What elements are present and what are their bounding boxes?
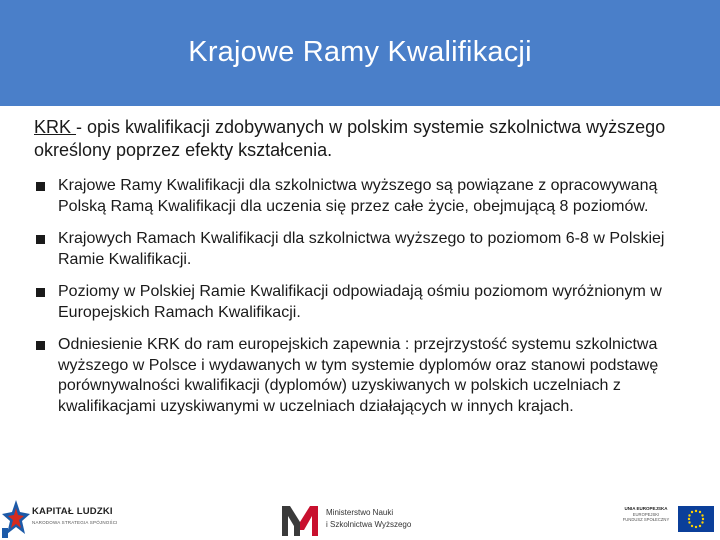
bullet-text: Odniesienie KRK do ram europejskich zapewnia : przejrzystość systemu szkolnictwa wyższego w Polsce i wydawanych w tym systemie dyplomów oraz stanowi podstawę porównywalności kwalifikacji (dyplomów) uzyskiwanych w polskich uczelniach z kwalifikacjami uzyskiwanymi w uczelniach działających w innych krajach. bbox=[58, 336, 659, 415]
intro-paragraph bbox=[34, 116, 694, 162]
intro-term: KRK bbox=[34, 117, 77, 137]
square-bullet-icon bbox=[36, 235, 45, 244]
bullet-text: Poziomy w Polskiej Ramie Kwalifikacji odpowiadają ośmiu poziomom wyróżnionym w Europejskich Ramach Kwalifikacji. bbox=[58, 283, 662, 321]
bullet-item bbox=[34, 282, 694, 323]
square-bullet-icon bbox=[36, 182, 45, 191]
ministry-name-line2: i Szkolnictwa Wyższego bbox=[326, 520, 412, 529]
square-bullet-icon bbox=[36, 288, 45, 297]
eu-flag-icon bbox=[678, 506, 714, 532]
eu-logo-text bbox=[616, 506, 676, 522]
ministry-logo bbox=[282, 500, 422, 540]
kapital-ludzki-star-icon bbox=[2, 498, 30, 538]
slide-header bbox=[0, 0, 720, 106]
eu-logo bbox=[616, 506, 716, 536]
bullet-item bbox=[34, 176, 694, 217]
bullet-text: Krajowe Ramy Kwalifikacji dla szkolnictwa wyższego są powiązane z opracowywaną Polską Ramą Kwalifikacji dla uczenia się przez całe życie, obejmującą 8 poziomów. bbox=[58, 177, 658, 215]
square-bullet-icon bbox=[36, 341, 45, 350]
bullet-item bbox=[34, 335, 694, 417]
ministry-mark-icon bbox=[282, 506, 318, 536]
slide-content bbox=[34, 116, 694, 429]
slide-title: Krajowe Ramy Kwalifikacji bbox=[188, 35, 532, 68]
bullet-list bbox=[34, 176, 694, 417]
kapital-ludzki-logo bbox=[0, 494, 130, 540]
kapital-ludzki-subtitle: NARODOWA STRATEGIA SPÓJNOŚCI bbox=[32, 520, 118, 525]
eu-line2: EUROPEJSKI bbox=[632, 512, 660, 517]
eu-line1: UNIA EUROPEJSKA bbox=[624, 506, 668, 511]
eu-line3: FUNDUSZ SPOŁECZNY bbox=[622, 517, 670, 522]
slide-footer bbox=[0, 494, 720, 540]
bullet-item bbox=[34, 229, 694, 270]
intro-text: - opis kwalifikacji zdobywanych w polskim systemie szkolnictwa wyższego określony poprzez efekty kształcenia. bbox=[34, 117, 666, 160]
ministry-name-line1: Ministerstwo Nauki bbox=[326, 508, 394, 517]
bullet-text: Krajowych Ramach Kwalifikacji dla szkolnictwa wyższego to poziomom 6-8 w Polskiej Ramie Kwalifikacji. bbox=[58, 230, 665, 268]
kapital-ludzki-title: KAPITAŁ LUDZKI bbox=[32, 506, 113, 517]
